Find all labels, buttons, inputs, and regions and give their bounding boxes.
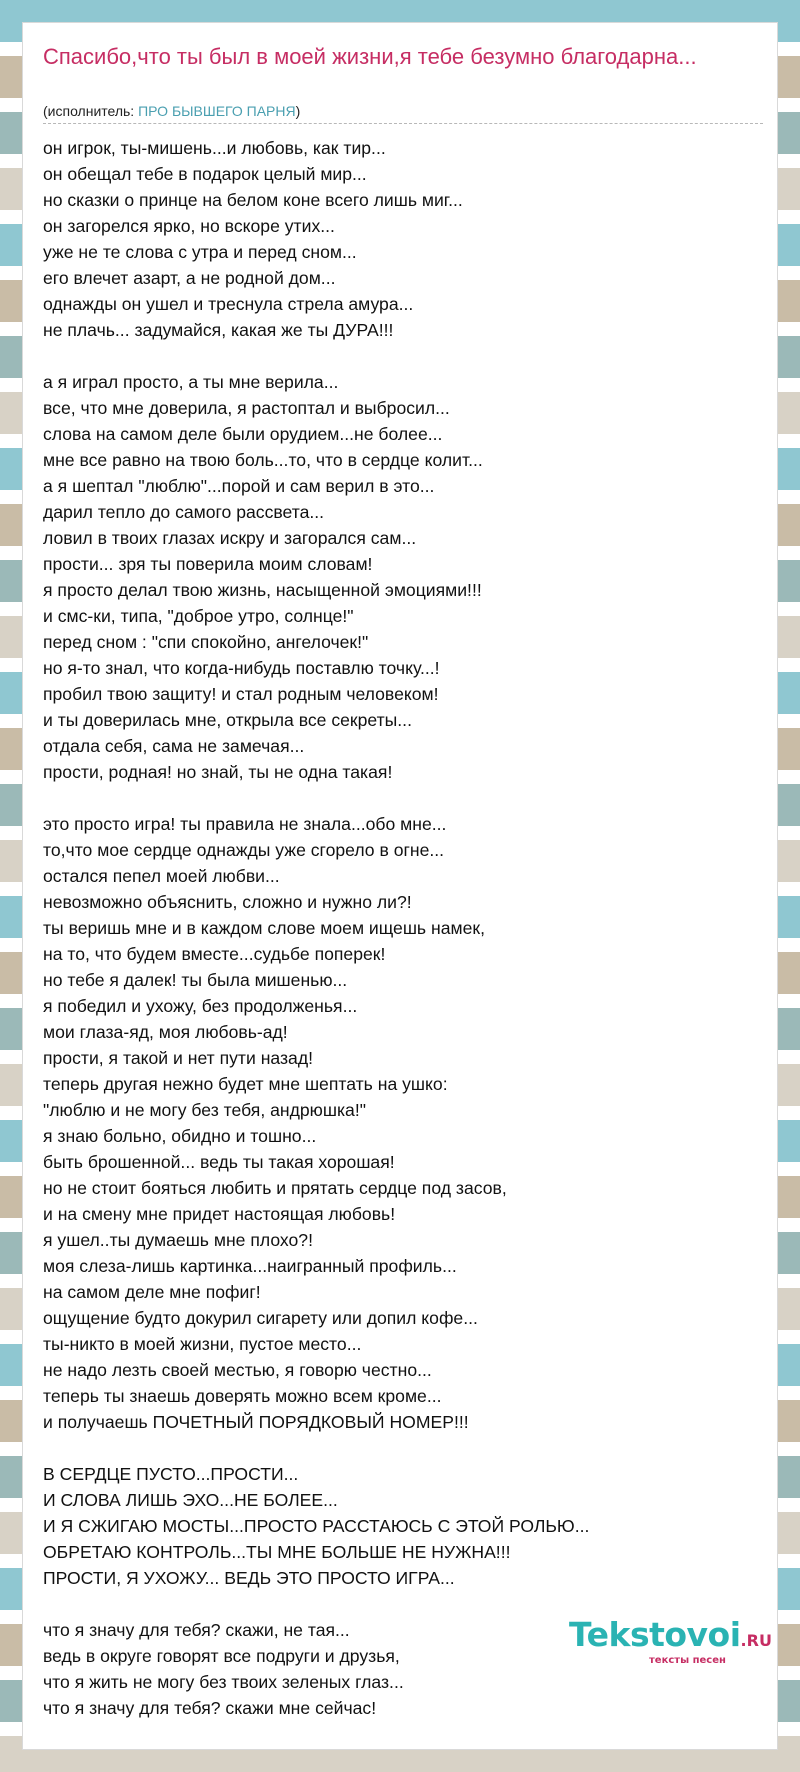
lyric-line: я победил и ухожу, без продолженья... [43, 996, 358, 1016]
lyric-line: ведь в округе говорят все подруги и друзья, [43, 1646, 400, 1666]
lyric-line: прости, родная! но знай, ты не одна такая! [43, 762, 393, 782]
lyric-line: не надо лезть своей местью, я говорю честно... [43, 1360, 432, 1380]
stanza-break [43, 1435, 763, 1461]
lyric-line: на то, что будем вместе...судьбе поперек! [43, 944, 386, 964]
performer-line [43, 103, 300, 119]
lyric-line: не плачь... задумайся, какая же ты ДУРА!!! [43, 320, 394, 340]
lyric-line: отдала себя, сама не замечая... [43, 736, 305, 756]
lyric-line: и получаешь ПОЧЕТНЫЙ ПОРЯДКОВЫЙ НОМЕР!!! [43, 1412, 469, 1432]
lyric-line: я ушел..ты думаешь мне плохо?! [43, 1230, 313, 1250]
lyric-line: это просто игра! ты правила не знала...обо мне... [43, 814, 447, 834]
lyric-line: В СЕРДЦЕ ПУСТО...ПРОСТИ... [43, 1464, 299, 1484]
lyrics-text [43, 135, 763, 1721]
lyric-line: прости... зря ты поверила моим словам! [43, 554, 373, 574]
lyric-line: что я жить не могу без твоих зеленых глаз... [43, 1672, 404, 1692]
lyric-line: теперь другая нежно будет мне шептать на ушко: [43, 1074, 448, 1094]
performer-suffix: ) [295, 103, 301, 119]
lyric-line: я знаю больно, обидно и тошно... [43, 1126, 317, 1146]
lyric-line: мне все равно на твою боль...то, что в сердце колит... [43, 450, 483, 470]
lyric-line: но тебе я далек! ты была мишенью... [43, 970, 348, 990]
lyric-line: на самом деле мне пофиг! [43, 1282, 261, 1302]
lyric-line: а я играл просто, а ты мне верила... [43, 372, 339, 392]
lyric-line: "люблю и не могу без тебя, андрюшка!" [43, 1100, 366, 1120]
logo-tagline: тексты песен [649, 1655, 726, 1666]
performer-link[interactable]: ПРО БЫВШЕГО ПАРНЯ [138, 103, 296, 119]
lyric-line: ты веришь мне и в каждом слове моем ищешь намек, [43, 918, 485, 938]
logo-tld: .RU [740, 1631, 772, 1650]
lyric-line: что я значу для тебя? скажи, не тая... [43, 1620, 350, 1640]
lyric-line: я просто делал твою жизнь, насыщенной эмоциями!!! [43, 580, 482, 600]
lyric-line: но я-то знал, что когда-нибудь поставлю точку...! [43, 658, 440, 678]
lyric-line: мои глаза-яд, моя любовь-ад! [43, 1022, 288, 1042]
lyric-line: ты-никто в моей жизни, пустое место... [43, 1334, 362, 1354]
lyric-line: и ты доверилась мне, открыла все секреты... [43, 710, 412, 730]
lyric-line: пробил твою защиту! и стал родным человеком! [43, 684, 439, 704]
lyric-line: он обещал тебе в подарок целый мир... [43, 164, 367, 184]
song-title: Спасибо,что ты был в моей жизни,я тебе безумно благодарна... [43, 44, 697, 69]
lyric-line: остался пепел моей любви... [43, 866, 280, 886]
lyric-line: невозможно объяснить, сложно и нужно ли?! [43, 892, 412, 912]
lyric-line: И Я СЖИГАЮ МОСТЫ...ПРОСТО РАССТАЮСЬ С ЭТОЙ РОЛЬЮ... [43, 1516, 590, 1536]
lyric-line: слова на самом деле были орудием...не более... [43, 424, 443, 444]
lyric-line: ПРОСТИ, Я УХОЖУ... ВЕДЬ ЭТО ПРОСТО ИГРА... [43, 1568, 455, 1588]
lyric-line: но не стоит бояться любить и прятать сердце под засов, [43, 1178, 507, 1198]
lyric-line: ловил в твоих глазах искру и загорался сам... [43, 528, 417, 548]
lyric-line: дарил тепло до самого рассвета... [43, 502, 325, 522]
lyric-line: его влечет азарт, а не родной дом... [43, 268, 336, 288]
lyric-line: все, что мне доверила, я растоптал и выбросил... [43, 398, 450, 418]
lyric-line: что я значу для тебя? скажи мне сейчас! [43, 1698, 377, 1718]
lyric-line: прости, я такой и нет пути назад! [43, 1048, 313, 1068]
lyric-line: однажды он ушел и треснула стрела амура... [43, 294, 414, 314]
lyric-line: и смс-ки, типа, "доброе утро, солнце!" [43, 606, 354, 626]
lyric-line: он игрок, ты-мишень...и любовь, как тир... [43, 138, 386, 158]
performer-prefix: (исполнитель: [43, 103, 139, 119]
lyric-line: и на смену мне придет настоящая любовь! [43, 1204, 396, 1224]
lyric-line: он загорелся ярко, но вскоре утих... [43, 216, 335, 236]
lyric-line: ощущение будто докурил сигарету или допил кофе... [43, 1308, 478, 1328]
lyric-line: быть брошенной... ведь ты такая хорошая! [43, 1152, 395, 1172]
stanza-break [43, 1591, 763, 1617]
lyric-line: то,что мое сердце однажды уже сгорело в огне... [43, 840, 445, 860]
stanza-break [43, 785, 763, 811]
lyric-line: перед сном : "спи спокойно, ангелочек!" [43, 632, 369, 652]
stanza-break [43, 343, 763, 369]
lyric-line: моя слеза-лишь картинка...наигранный профиль... [43, 1256, 457, 1276]
lyric-line: уже не те слова с утра и перед сном... [43, 242, 357, 262]
lyric-line: теперь ты знаешь доверять можно всем кроме... [43, 1386, 442, 1406]
lyric-line: а я шептал "люблю"...порой и сам верил в это... [43, 476, 435, 496]
site-logo[interactable] [569, 1615, 772, 1666]
lyric-line: И СЛОВА ЛИШЬ ЭХО...НЕ БОЛЕЕ... [43, 1490, 338, 1510]
title-divider [43, 123, 763, 124]
lyric-line: ОБРЕТАЮ КОНТРОЛЬ...ТЫ МНЕ БОЛЬШЕ НЕ НУЖНА!!! [43, 1542, 511, 1562]
lyric-line: но сказки о принце на белом коне всего лишь миг... [43, 190, 463, 210]
logo-brand: Tekstovoi [569, 1615, 741, 1654]
lyrics-card [22, 22, 778, 1750]
